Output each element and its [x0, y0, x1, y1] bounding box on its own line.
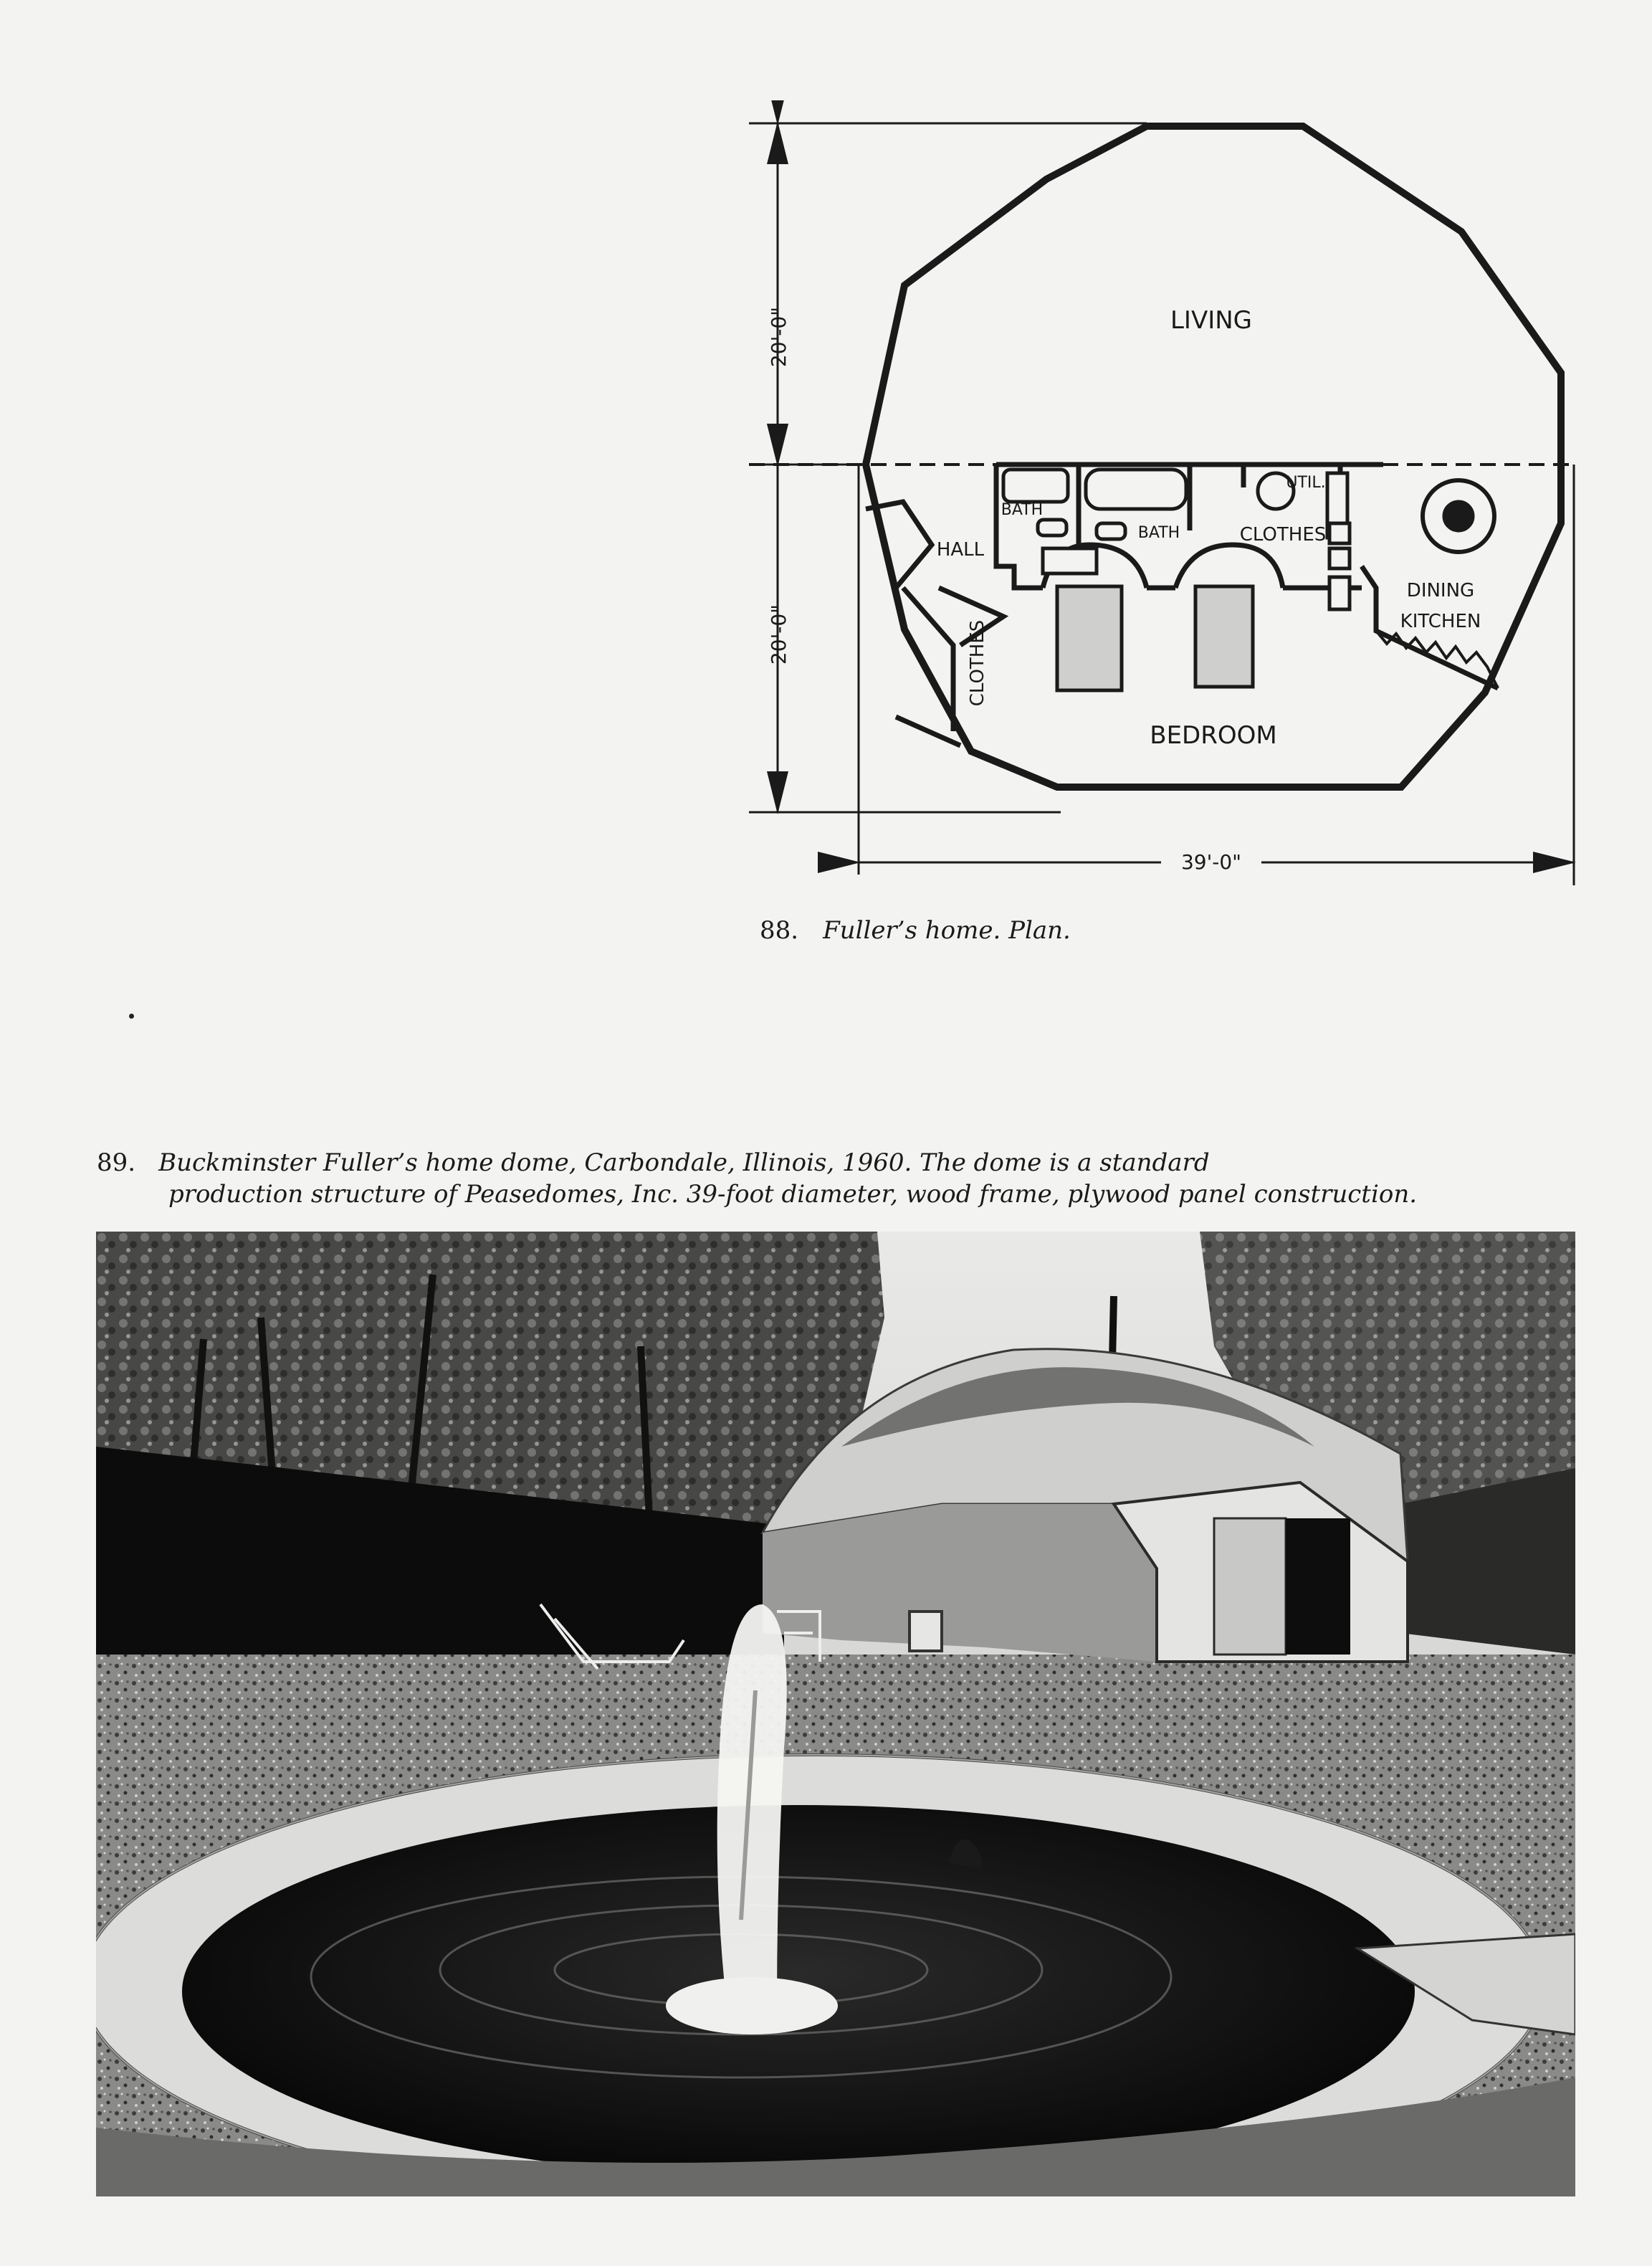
- room-label-kitchen: KITCHEN: [1400, 611, 1481, 632]
- room-label-bath-1: BATH: [1001, 501, 1044, 519]
- caption-88-number: 88.: [760, 916, 799, 945]
- caption-figure-88: [760, 915, 1071, 946]
- room-label-clothes-2: CLOTHES: [967, 619, 988, 707]
- caption-88-text: Fuller’s home. Plan.: [823, 916, 1071, 945]
- dome-photograph-illustration: [96, 1232, 1575, 2196]
- room-label-bedroom: BEDROOM: [1150, 721, 1277, 750]
- caption-89-number: 89.: [97, 1148, 136, 1177]
- caption-89-line-1: Buckminster Fuller’s home dome, Carbondale, Illinois, 1960. The dome is a standard: [158, 1148, 1210, 1177]
- dimension-width: 39'-0": [1180, 850, 1242, 874]
- print-speck: [129, 1014, 134, 1019]
- room-label-living: LIVING: [1170, 306, 1253, 335]
- room-label-hall: HALL: [936, 539, 985, 561]
- floor-plan-drawing: [717, 100, 1591, 889]
- room-label-dining: DINING: [1406, 580, 1475, 601]
- caption-figure-89: [97, 1147, 1417, 1210]
- dimension-upper-height: 20'-0": [767, 306, 791, 368]
- room-label-util: UTIL.: [1286, 474, 1326, 492]
- dome-photograph: [96, 1232, 1575, 2196]
- caption-89-line-2: production structure of Peasedomes, Inc. 39-foot diameter, wood frame, plywood panel construction.: [168, 1180, 1418, 1209]
- room-label-bath-2: BATH: [1137, 524, 1180, 542]
- dimension-lower-height: 20'-0": [767, 604, 791, 665]
- room-label-clothes-1: CLOTHES: [1239, 524, 1327, 546]
